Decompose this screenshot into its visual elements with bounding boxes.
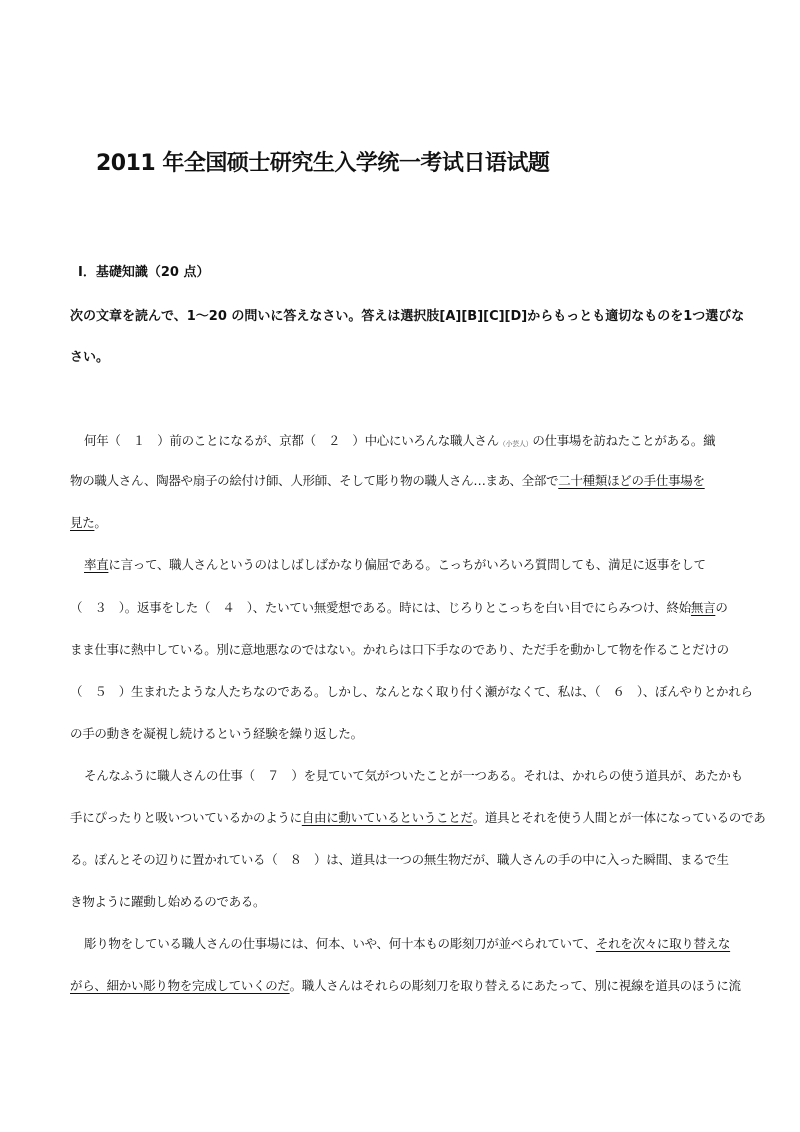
passage-line-14 <box>70 976 741 994</box>
underlined-phrase: がら、細かい彫り物を完成していくのだ <box>70 978 290 993</box>
passage-text: の仕事場を訪ねたことがある。織 <box>532 433 716 448</box>
passage-text: 。 <box>94 515 107 530</box>
passage-line-12: き物ように躍動し始めるのである。 <box>70 894 266 909</box>
passage-line-8: の手の動きを凝視し続けるという経験を繰り返した。 <box>70 726 363 741</box>
underlined-phrase: それを次々に取り替えな <box>595 936 731 951</box>
passage-text: 物の職人さん、陶器や扇子の絵付け師、人形師、そして彫り物の職人さん…まあ、全部で <box>70 473 559 488</box>
passage-line-5 <box>70 598 728 616</box>
passage-line-9: そんなふうに職人さんの仕事（ ７ ）を見ていて気がついたことが一つある。それは、かれらの使う道具が、あたかも <box>84 768 743 783</box>
underlined-phrase: 見た <box>70 515 95 530</box>
passage-line-11: る。ぽんとその辺りに置かれている（ ８ ）は、道具は一つの無生物だが、職人さんの手の中に入った瞬間、まるで生 <box>70 852 729 867</box>
underlined-phrase: 自由に動いているということだ <box>301 810 473 825</box>
passage-line-3 <box>70 513 107 531</box>
passage-text: 何年（ １ ）前のことになるが、京都（ ２ ）中心にいろんな職人さん <box>84 433 499 448</box>
underlined-phrase: 率直 <box>84 557 109 572</box>
passage-line-13 <box>84 934 730 952</box>
underlined-phrase: 無言 <box>690 600 716 615</box>
passage-text: 。道具とそれを使う人間とが一体になっているのであ <box>472 810 766 825</box>
passage-line-1 <box>84 431 715 449</box>
passage-line-2 <box>70 471 705 489</box>
passage-line-4 <box>84 555 706 573</box>
section-heading: Ⅰ．基礎知識（20 点） <box>78 265 210 280</box>
passage-text: 手にぴったりと吸いついているかのように <box>70 810 302 825</box>
passage-line-6: まま仕事に熱中している。別に意地悪なのではない。かれらは口下手なのであり、ただ手を動かして物を作ることだけの <box>70 642 729 657</box>
passage-text: 。職人さんはそれらの彫刻刀を取り替えるにあたって、別に視線を道具のほうに流 <box>289 978 741 993</box>
underlined-phrase: 二十種類ほどの手仕事場を <box>558 473 705 488</box>
passage-line-10 <box>70 808 765 826</box>
passage-text: 彫り物をしている職人さんの仕事場には、何本、いや、何十本もの彫刻刀が並べられていて、 <box>84 936 596 951</box>
passage-text: の <box>715 600 728 615</box>
passage-text: に言って、職人さんというのはしばしばかなり偏屈である。こっちがいろいろ質問しても、満足に返事をして <box>108 557 706 572</box>
passage-text: （ ３ ）。返事をした（ ４ ）、たいてい無愛想である。時には、じろりとこっちを白い目でにらみつけ、終始 <box>70 600 691 615</box>
passage-line-7: （ ５ ）生まれたような人たちなのである。しかし、なんとなく取り付く瀬がなくて、私は、（ ６ ）、ぼんやりとかれら <box>70 684 753 699</box>
instructions-line-1: 次の文章を読んで、1～20 の問いに答えなさい。答えは選択肢[A][B][C][D]からもっとも適切なものを1つ選びな <box>70 309 745 324</box>
page-title: 2011 年全国硕士研究生入学统一考试日语试题 <box>96 151 550 176</box>
furigana-note: （小芸人） <box>498 440 533 448</box>
instructions-line-2: さい。 <box>70 350 110 365</box>
